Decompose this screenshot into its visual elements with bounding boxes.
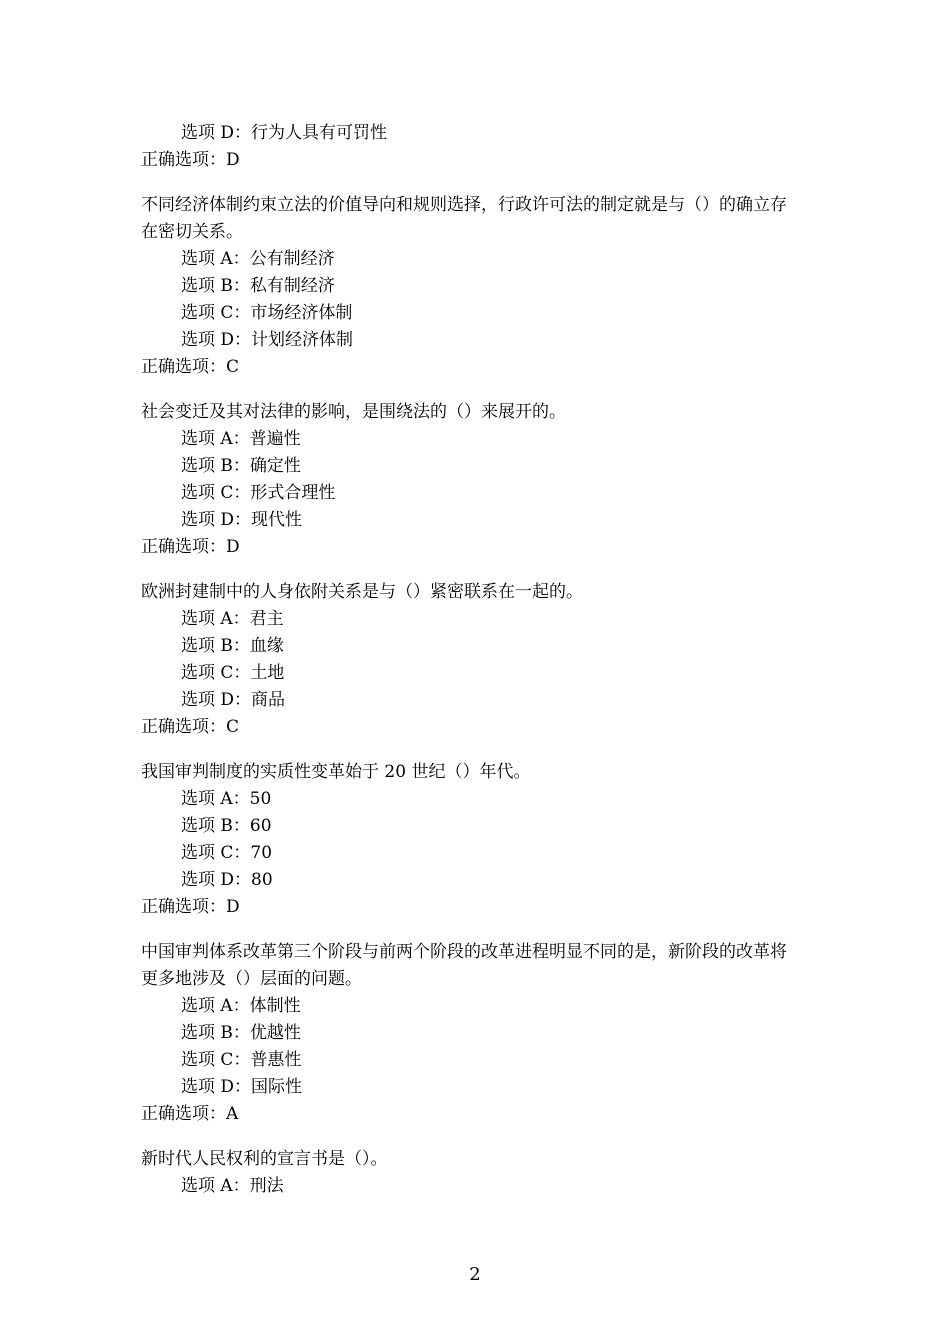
correct-answer: 正确选项：A — [141, 1104, 239, 1124]
option-d: 选项 D：计划经济体制 — [181, 330, 354, 350]
question-text: 新时代人民权利的宣言书是（）。 — [141, 1149, 388, 1169]
spacer — [141, 561, 801, 579]
question-text: 欧洲封建制中的人身依附关系是与（）紧密联系在一起的。 — [141, 582, 583, 602]
spacer — [141, 381, 801, 399]
option-a: 选项 A：刑法 — [181, 1176, 284, 1196]
correct-answer: 正确选项：C — [141, 357, 240, 377]
option-b: 选项 B：确定性 — [181, 456, 301, 476]
option-c: 选项 C：市场经济体制 — [181, 303, 353, 323]
spacer — [141, 921, 801, 939]
question-block — [141, 399, 801, 561]
page-number: 2 — [469, 1264, 481, 1285]
option-b: 选项 B：私有制经济 — [181, 276, 335, 296]
option-b: 选项 B：60 — [181, 816, 272, 836]
question-text: 中国审判体系改革第三个阶段与前两个阶段的改革进程明显不同的是，新阶段的改革将更多地涉及（）层面的问题。 — [141, 942, 787, 989]
option-a: 选项 A：体制性 — [181, 996, 301, 1016]
option-a: 选项 A：普遍性 — [181, 429, 301, 449]
question-block — [141, 579, 801, 741]
option-d: 选项 D：国际性 — [181, 1077, 303, 1097]
spacer — [141, 741, 801, 759]
option-d: 选项 D：80 — [181, 870, 273, 890]
spacer — [141, 174, 801, 192]
option-c: 选项 C：土地 — [181, 663, 285, 683]
option-a: 选项 A：公有制经济 — [181, 249, 335, 269]
question-text: 不同经济体制约束立法的价值导向和规则选择，行政许可法的制定就是与（）的确立存在密切关系。 — [141, 195, 787, 242]
option-d: 选项 D：商品 — [181, 690, 286, 710]
option-a: 选项 A：50 — [181, 789, 272, 809]
question-block — [141, 939, 801, 1128]
correct-answer: 正确选项：D — [141, 537, 240, 557]
option-c: 选项 C：形式合理性 — [181, 483, 336, 503]
correct-answer: 正确选项：D — [141, 150, 240, 170]
correct-answer: 正确选项：C — [141, 717, 240, 737]
question-text: 我国审判制度的实质性变革始于 20 世纪（）年代。 — [141, 762, 531, 782]
question-block — [141, 192, 801, 381]
option-b: 选项 B：优越性 — [181, 1023, 301, 1043]
correct-answer: 正确选项：D — [141, 897, 240, 917]
document-body — [141, 120, 801, 1200]
option-d: 选项 D：行为人具有可罚性 — [181, 123, 388, 143]
option-c: 选项 C：普惠性 — [181, 1050, 302, 1070]
spacer — [141, 1128, 801, 1146]
option-d: 选项 D：现代性 — [181, 510, 303, 530]
question-block — [141, 759, 801, 921]
option-b: 选项 B：血缘 — [181, 636, 284, 656]
option-a: 选项 A：君主 — [181, 609, 284, 629]
option-c: 选项 C：70 — [181, 843, 273, 863]
question-block — [141, 1146, 801, 1200]
question-text: 社会变迁及其对法律的影响，是围绕法的（）来展开的。 — [141, 402, 566, 422]
